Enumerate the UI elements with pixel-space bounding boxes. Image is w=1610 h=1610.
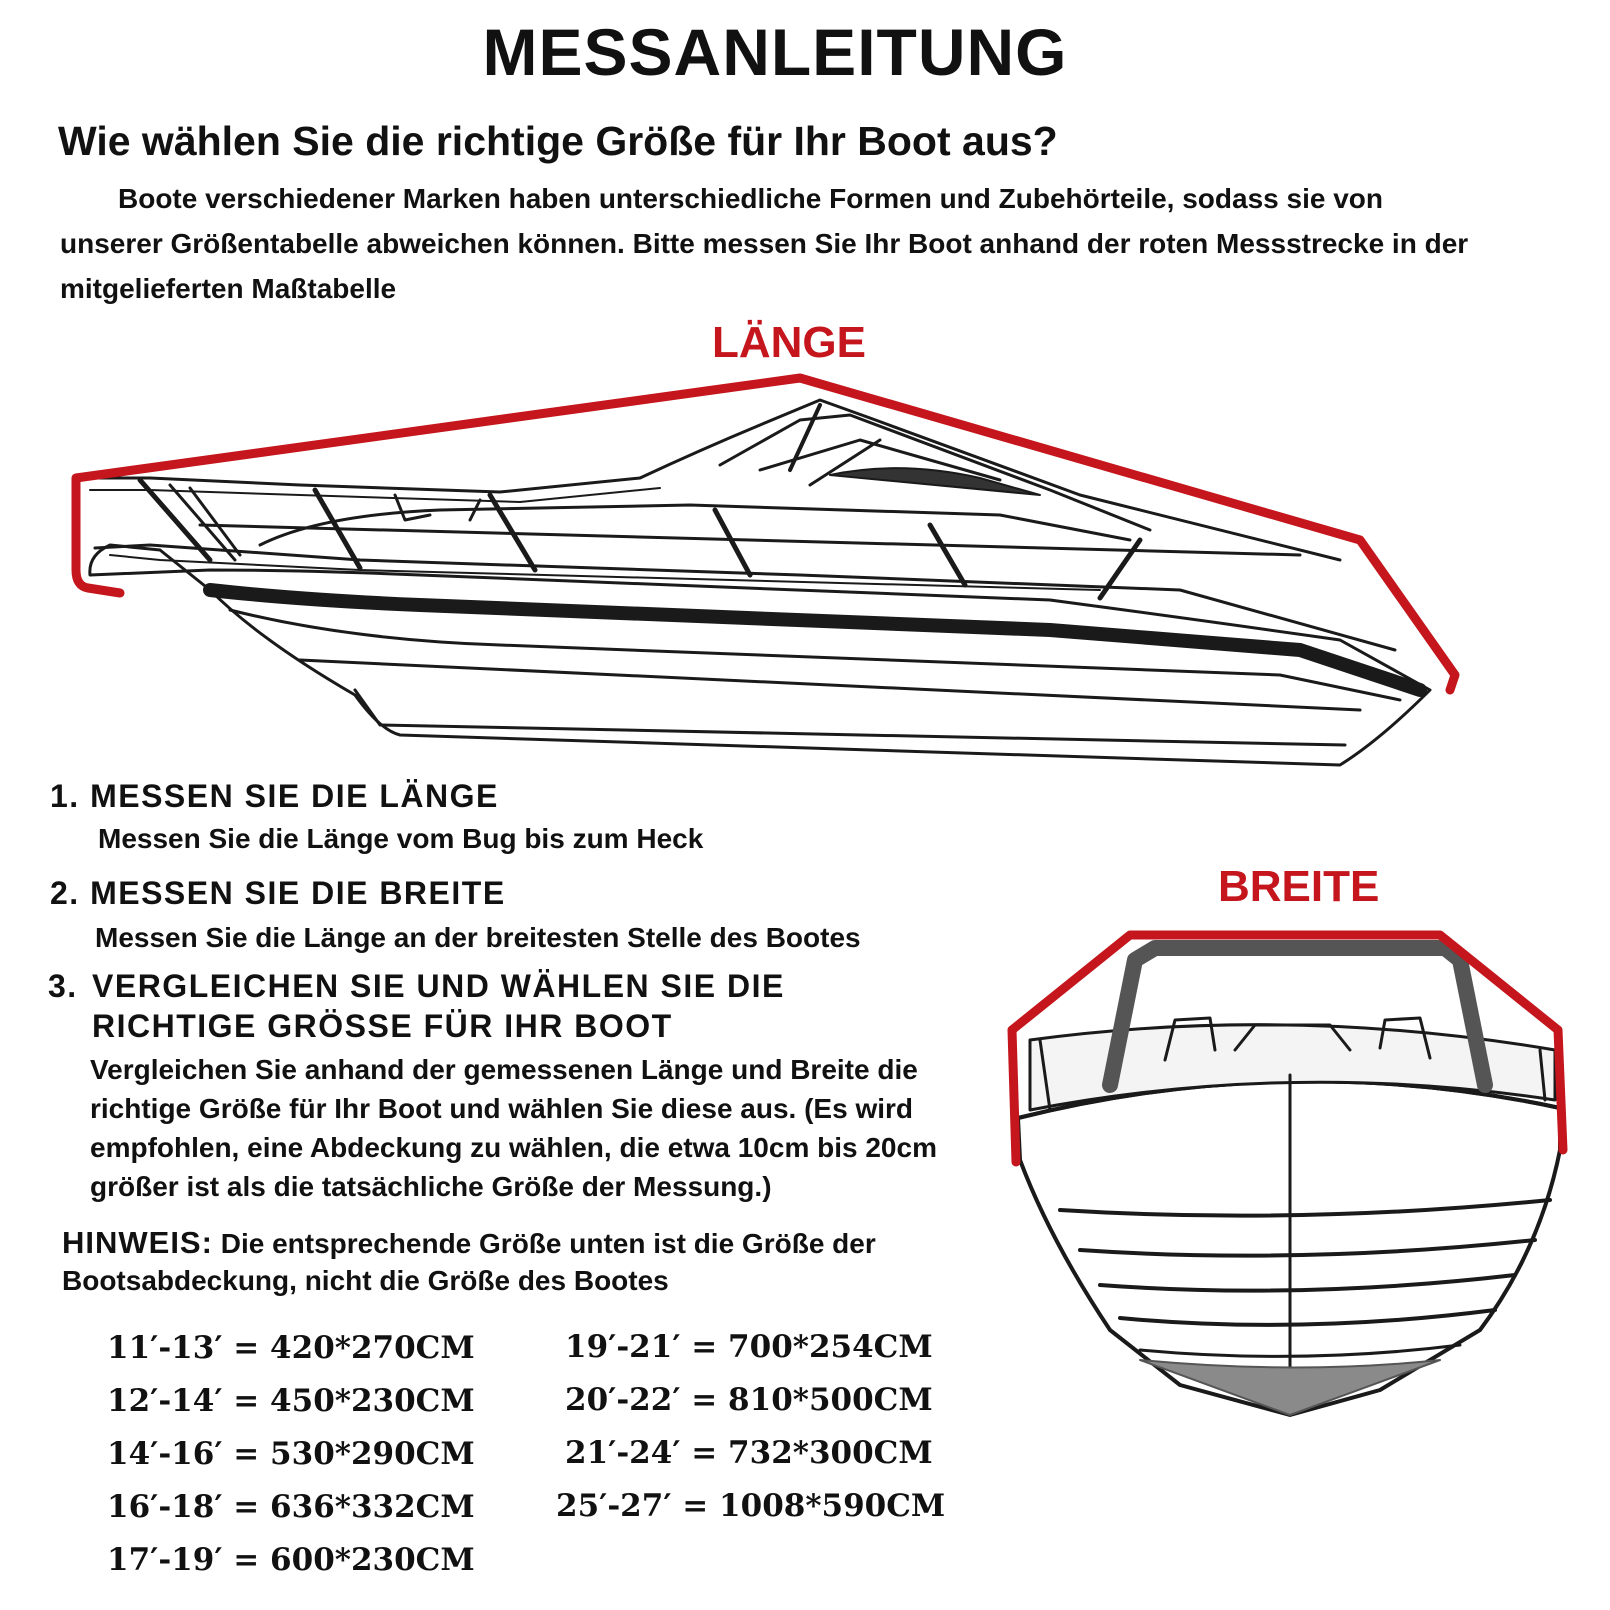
width-label: BREITE: [1218, 862, 1380, 911]
boat-side-view: [80, 400, 1430, 765]
size-list-left: [107, 1322, 475, 1587]
size-entry: 19′-21′ = 700*254CM: [565, 1329, 933, 1365]
size-entry: 14′-16′ = 530*290CM: [107, 1436, 475, 1472]
size-entry: 20′-22′ = 810*500CM: [565, 1382, 933, 1418]
step-3-heading-line1: VERGLEICHEN SIE UND WÄHLEN SIE DIE: [92, 968, 785, 1004]
step-2-body: Messen Sie die Länge an der breitesten Stelle des Bootes: [95, 922, 861, 953]
size-entry: 11′-13′ = 420*270CM: [107, 1330, 475, 1366]
step-3-heading: [48, 966, 785, 1046]
step-3-body: Vergleichen Sie anhand der gemessenen Länge und Breite die richtige Größe für Ihr Boot und wählen Sie diese aus. (Es wird empfohlen, eine Abdeckung zu wählen, die etwa 10cm bis 20cm größer ist als die tatsächliche Größe der Messung.): [90, 1054, 937, 1202]
hint-text: Die entsprechende Größe unten ist die Größe der Bootsabdeckung, nicht die Größe des Bootes: [62, 1228, 876, 1296]
step-3-number: 3.: [48, 968, 78, 1004]
hint-note: [62, 1224, 1012, 1299]
boat-front-view: [1018, 948, 1560, 1415]
intro-text: Boote verschiedener Marken haben unterschiedliche Formen und Zubehörteile, sodass sie von unserer Größentabelle abweichen können. Bitte messen Sie Ihr Boot anhand der roten Messstrecke in der mitgelieferten Maßtabelle: [60, 183, 1469, 304]
size-entry: 17′-19′ = 600*230CM: [107, 1542, 475, 1578]
size-entry: 12′-14′ = 450*230CM: [107, 1383, 475, 1419]
page-title: MESSANLEITUNG: [482, 15, 1068, 89]
step-1-heading: 1. MESSEN SIE DIE LÄNGE: [50, 778, 499, 814]
size-list-right: [556, 1321, 946, 1533]
step-1-body: Messen Sie die Länge vom Bug bis zum Heck: [98, 823, 704, 854]
hint-label: HINWEIS:: [62, 1225, 213, 1260]
length-label: LÄNGE: [712, 318, 866, 367]
step-2-heading: 2. MESSEN SIE DIE BREITE: [50, 875, 506, 911]
size-entry: 21′-24′ = 732*300CM: [565, 1435, 933, 1471]
size-entry: 16′-18′ = 636*332CM: [107, 1489, 475, 1525]
intro-paragraph: [60, 176, 1480, 311]
question-heading: Wie wählen Sie die richtige Größe für Ihr Boot aus?: [58, 118, 1058, 164]
step-3-heading-line2: RICHTIGE GRÖSSE FÜR IHR BOOT: [92, 1008, 673, 1044]
size-entry: 25′-27′ = 1008*590CM: [556, 1488, 946, 1524]
